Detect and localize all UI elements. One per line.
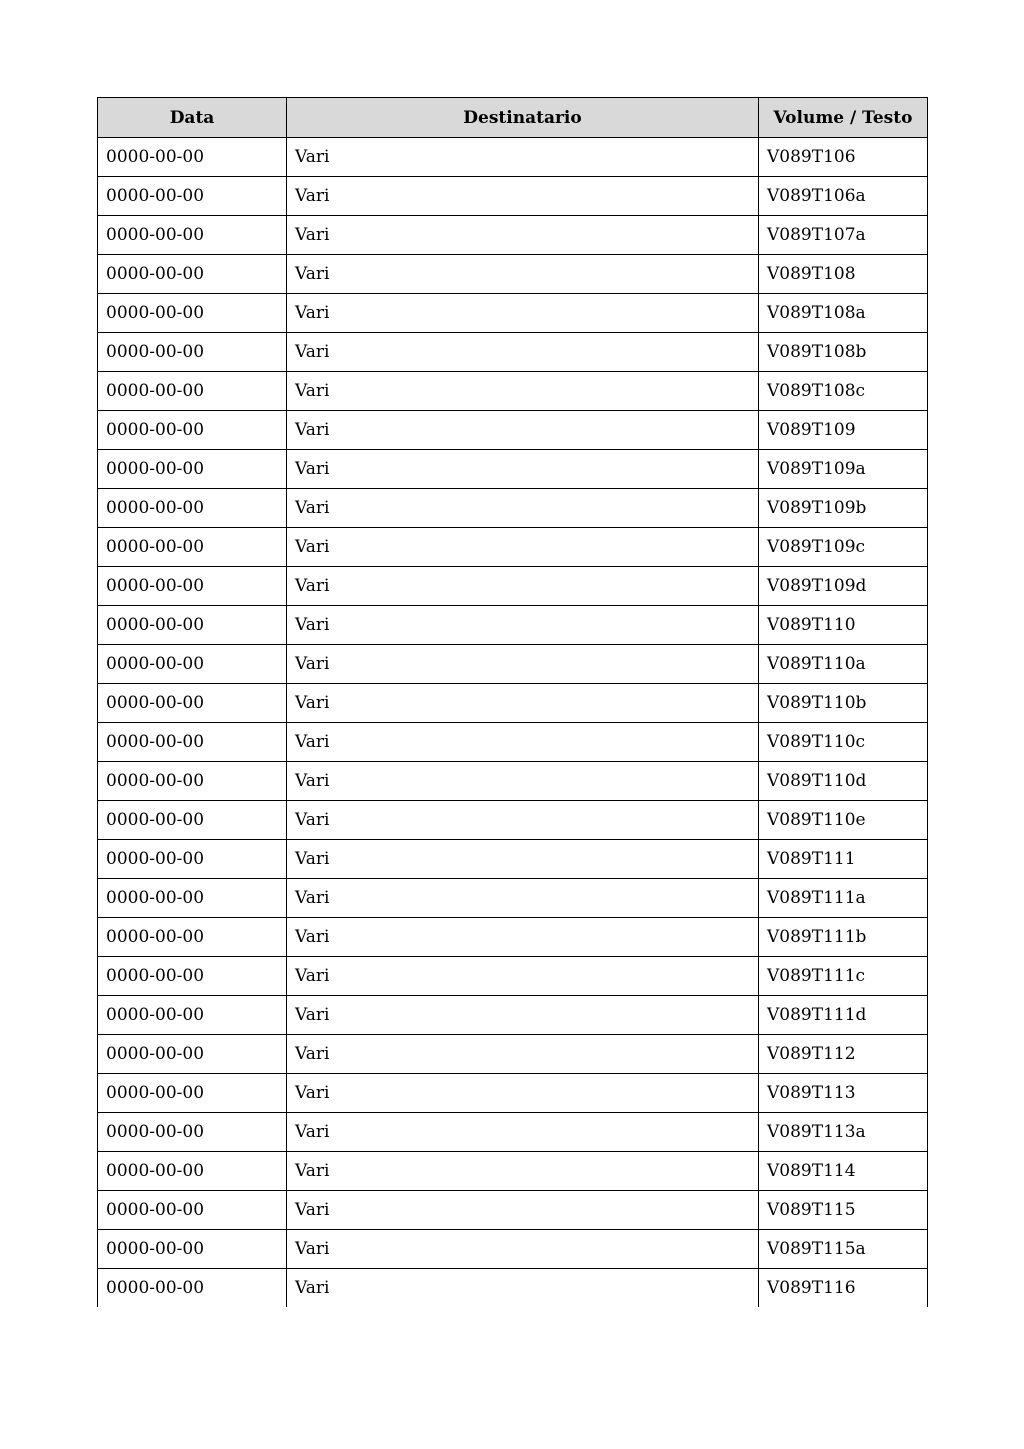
- table-row: [98, 684, 928, 723]
- cell-volume: V089T109c: [759, 528, 928, 567]
- cell-volume: V089T114: [759, 1152, 928, 1191]
- letters-table: [97, 97, 928, 1307]
- table-row: [98, 879, 928, 918]
- cell-recipient: Vari: [287, 645, 759, 684]
- table-row: [98, 606, 928, 645]
- table-row: [98, 138, 928, 177]
- cell-date: 0000-00-00: [98, 645, 287, 684]
- table-row: [98, 1074, 928, 1113]
- cell-volume: V089T109a: [759, 450, 928, 489]
- cell-recipient: Vari: [287, 528, 759, 567]
- table-row: [98, 1191, 928, 1230]
- cell-recipient: Vari: [287, 177, 759, 216]
- cell-date: 0000-00-00: [98, 684, 287, 723]
- cell-date: 0000-00-00: [98, 333, 287, 372]
- cell-recipient: Vari: [287, 1269, 759, 1308]
- cell-volume: V089T111b: [759, 918, 928, 957]
- cell-recipient: Vari: [287, 684, 759, 723]
- cell-volume: V089T106: [759, 138, 928, 177]
- cell-volume: V089T110c: [759, 723, 928, 762]
- cell-date: 0000-00-00: [98, 177, 287, 216]
- cell-volume: V089T113a: [759, 1113, 928, 1152]
- table-header: [98, 98, 928, 138]
- cell-recipient: Vari: [287, 1035, 759, 1074]
- table-row: [98, 1152, 928, 1191]
- cell-date: 0000-00-00: [98, 567, 287, 606]
- cell-volume: V089T116: [759, 1269, 928, 1308]
- cell-date: 0000-00-00: [98, 1113, 287, 1152]
- cell-date: 0000-00-00: [98, 294, 287, 333]
- cell-date: 0000-00-00: [98, 528, 287, 567]
- cell-date: 0000-00-00: [98, 762, 287, 801]
- table-row: [98, 645, 928, 684]
- cell-recipient: Vari: [287, 723, 759, 762]
- table-row: [98, 333, 928, 372]
- cell-recipient: Vari: [287, 801, 759, 840]
- table-row: [98, 996, 928, 1035]
- table-row: [98, 177, 928, 216]
- cell-volume: V089T108a: [759, 294, 928, 333]
- cell-date: 0000-00-00: [98, 996, 287, 1035]
- table-row: [98, 1035, 928, 1074]
- cell-date: 0000-00-00: [98, 138, 287, 177]
- cell-recipient: Vari: [287, 840, 759, 879]
- header-row: [98, 98, 928, 138]
- cell-date: 0000-00-00: [98, 216, 287, 255]
- cell-volume: V089T110: [759, 606, 928, 645]
- table-row: [98, 801, 928, 840]
- table-row: [98, 840, 928, 879]
- header-volume: Volume / Testo: [759, 98, 928, 138]
- cell-date: 0000-00-00: [98, 840, 287, 879]
- table-row: [98, 1269, 928, 1308]
- cell-recipient: Vari: [287, 138, 759, 177]
- table-row: [98, 528, 928, 567]
- cell-date: 0000-00-00: [98, 606, 287, 645]
- cell-date: 0000-00-00: [98, 918, 287, 957]
- cell-recipient: Vari: [287, 294, 759, 333]
- cell-recipient: Vari: [287, 489, 759, 528]
- cell-date: 0000-00-00: [98, 957, 287, 996]
- table-row: [98, 216, 928, 255]
- cell-volume: V089T111d: [759, 996, 928, 1035]
- table-row: [98, 723, 928, 762]
- cell-date: 0000-00-00: [98, 372, 287, 411]
- cell-volume: V089T109b: [759, 489, 928, 528]
- cell-date: 0000-00-00: [98, 1152, 287, 1191]
- table-row: [98, 1113, 928, 1152]
- cell-volume: V089T107a: [759, 216, 928, 255]
- table-row: [98, 372, 928, 411]
- cell-volume: V089T108c: [759, 372, 928, 411]
- cell-recipient: Vari: [287, 957, 759, 996]
- cell-date: 0000-00-00: [98, 1191, 287, 1230]
- cell-recipient: Vari: [287, 255, 759, 294]
- cell-recipient: Vari: [287, 879, 759, 918]
- table-row: [98, 255, 928, 294]
- cell-recipient: Vari: [287, 918, 759, 957]
- cell-date: 0000-00-00: [98, 879, 287, 918]
- cell-recipient: Vari: [287, 333, 759, 372]
- cell-volume: V089T112: [759, 1035, 928, 1074]
- table-row: [98, 762, 928, 801]
- table-row: [98, 411, 928, 450]
- cell-volume: V089T115a: [759, 1230, 928, 1269]
- cell-recipient: Vari: [287, 1230, 759, 1269]
- table-row: [98, 918, 928, 957]
- table-row: [98, 957, 928, 996]
- table-row: [98, 1230, 928, 1269]
- cell-recipient: Vari: [287, 1152, 759, 1191]
- cell-volume: V089T115: [759, 1191, 928, 1230]
- cell-volume: V089T110a: [759, 645, 928, 684]
- header-date: Data: [98, 98, 287, 138]
- cell-volume: V089T108: [759, 255, 928, 294]
- cell-volume: V089T110b: [759, 684, 928, 723]
- table-row: [98, 450, 928, 489]
- cell-recipient: Vari: [287, 762, 759, 801]
- table-row: [98, 489, 928, 528]
- cell-recipient: Vari: [287, 450, 759, 489]
- cell-volume: V089T111c: [759, 957, 928, 996]
- cell-recipient: Vari: [287, 372, 759, 411]
- cell-date: 0000-00-00: [98, 1074, 287, 1113]
- cell-recipient: Vari: [287, 996, 759, 1035]
- cell-date: 0000-00-00: [98, 411, 287, 450]
- table-body: [98, 138, 928, 1308]
- cell-volume: V089T108b: [759, 333, 928, 372]
- cell-date: 0000-00-00: [98, 1035, 287, 1074]
- table-row: [98, 567, 928, 606]
- cell-date: 0000-00-00: [98, 1269, 287, 1308]
- cell-date: 0000-00-00: [98, 489, 287, 528]
- cell-volume: V089T110d: [759, 762, 928, 801]
- cell-volume: V089T109d: [759, 567, 928, 606]
- cell-date: 0000-00-00: [98, 1230, 287, 1269]
- cell-recipient: Vari: [287, 411, 759, 450]
- cell-volume: V089T106a: [759, 177, 928, 216]
- cell-volume: V089T110e: [759, 801, 928, 840]
- cell-volume: V089T109: [759, 411, 928, 450]
- cell-recipient: Vari: [287, 1074, 759, 1113]
- cell-volume: V089T111: [759, 840, 928, 879]
- cell-recipient: Vari: [287, 1113, 759, 1152]
- cell-recipient: Vari: [287, 216, 759, 255]
- cell-date: 0000-00-00: [98, 723, 287, 762]
- cell-volume: V089T111a: [759, 879, 928, 918]
- cell-recipient: Vari: [287, 1191, 759, 1230]
- cell-recipient: Vari: [287, 567, 759, 606]
- header-recipient: Destinatario: [287, 98, 759, 138]
- table-row: [98, 294, 928, 333]
- cell-volume: V089T113: [759, 1074, 928, 1113]
- cell-date: 0000-00-00: [98, 255, 287, 294]
- cell-recipient: Vari: [287, 606, 759, 645]
- cell-date: 0000-00-00: [98, 450, 287, 489]
- cell-date: 0000-00-00: [98, 801, 287, 840]
